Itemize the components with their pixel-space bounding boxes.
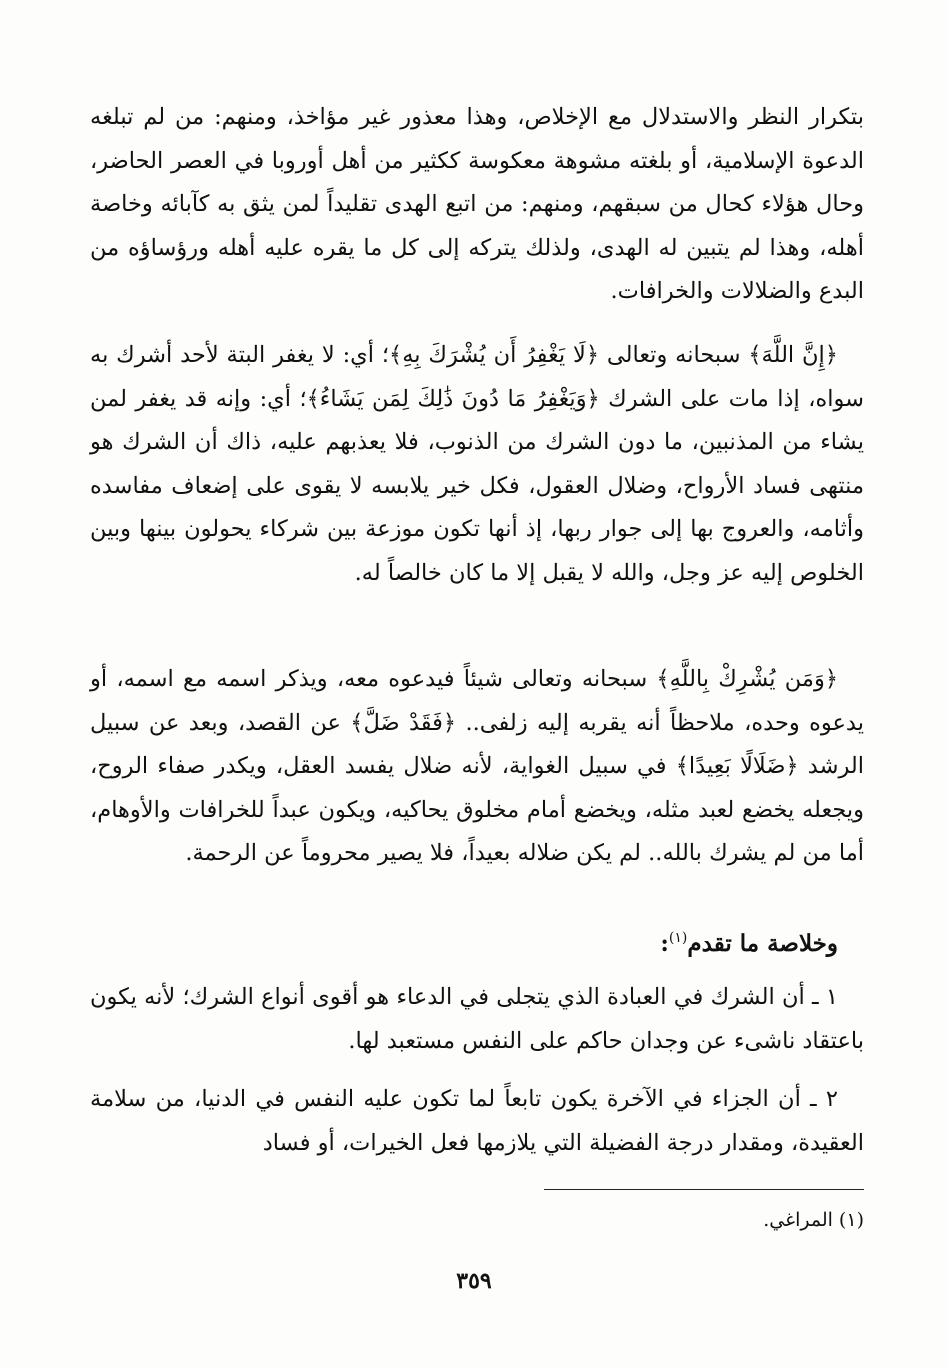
section-heading	[90, 916, 864, 966]
page-number: ٣٥٩	[456, 1268, 492, 1294]
paragraph-continuation: بتكرار النظر والاستدلال مع الإخلاص، وهذا معذور غير مؤاخذ، ومنهم: من لم تبلغه الدعوة الإسلامية، أو بلغته مشوهة معكوسة ككثير من أهل أوروبا في العصر الحاضر، وحال هؤلاء كحال من سبقهم، ومنهم: من اتبع الهدى تقليداً لمن يثق به كآبائه وخاصة أهله، وهذا لم يتبين له الهدى، ولذلك يتركه إلى كل ما يقره عليه أهله ورؤساؤه من البدع والضلالات والخرافات.	[90, 104, 864, 304]
summary-point-1: ١ ـ أن الشرك في العبادة الذي يتجلى في الدعاء هو أقوى أنواع الشرك؛ لأنه يكون باعتقاد ناشىء عن وجدان حاكم على النفس مستعبد لها.	[90, 984, 864, 1054]
footnote-divider	[544, 1189, 864, 1190]
summary-point-2: ٢ ـ أن الجزاء في الآخرة يكون تابعاً لما تكون عليه النفس في الدنيا، من سلامة العقيدة، ومقدار درجة الفضيلة التي يلازمها فعل الخيرات، أو فساد	[90, 1086, 864, 1156]
section-heading-text: وخلاصة ما تقدم	[687, 930, 838, 957]
section-heading-suffix: :	[660, 930, 669, 957]
footnote-marker: (١)	[668, 930, 688, 946]
paragraph-verse-commentary-1: ﴿إِنَّ اللَّهَ﴾ سبحانه وتعالى ﴿لَا يَغْفِرُ أَن يُشْرَكَ بِهِ﴾؛ أي: لا يغفر البتة لأحد أشرك به سواه، إذا مات على الشرك ﴿وَيَغْفِرُ مَا دُونَ ذَٰلِكَ لِمَن يَشَاءُ﴾؛ أي: وإنه قد يغفر لمن يشاء من المذنبين، ما دون الشرك من الذنوب، فلا يعذبهم عليه، ذاك أن الشرك هو منتهى فساد الأرواح، وضلال العقول، فكل خير يلابسه لا يقوى على إضعاف مفاسده وأثامه، والعروج بها إلى جوار ربها، إذ أنها تكون موزعة بين شركاء يحولون بينها وبين الخلوص إليه عز وجل، والله لا يقبل إلا ما كان خالصاً له.	[90, 342, 864, 586]
footnote: (١) المراغي.	[763, 1209, 864, 1231]
paragraph-verse-commentary-2: ﴿وَمَن يُشْرِكْ بِاللَّهِ﴾ سبحانه وتعالى شيئاً فيدعوه معه، ويذكر اسمه مع اسمه، أو يدعوه وحده، ملاحظاً أنه يقربه إليه زلفى.. ﴿فَقَدْ ضَلَّ﴾ عن القصد، وبعد عن سبيل الرشد ﴿ضَلَالًا بَعِيدًا﴾ في سبيل الغواية، لأنه ضلال يفسد العقل، ويكدر صفاء الروح، ويجعله يخضع لعبد مثله، ويخضع أمام مخلوق يحاكيه، ويكون عبداً للخرافات والأوهام، أما من لم يشرك بالله.. لم يكن ضلاله بعيداً، فلا يصير محروماً عن الرحمة.	[90, 666, 864, 866]
